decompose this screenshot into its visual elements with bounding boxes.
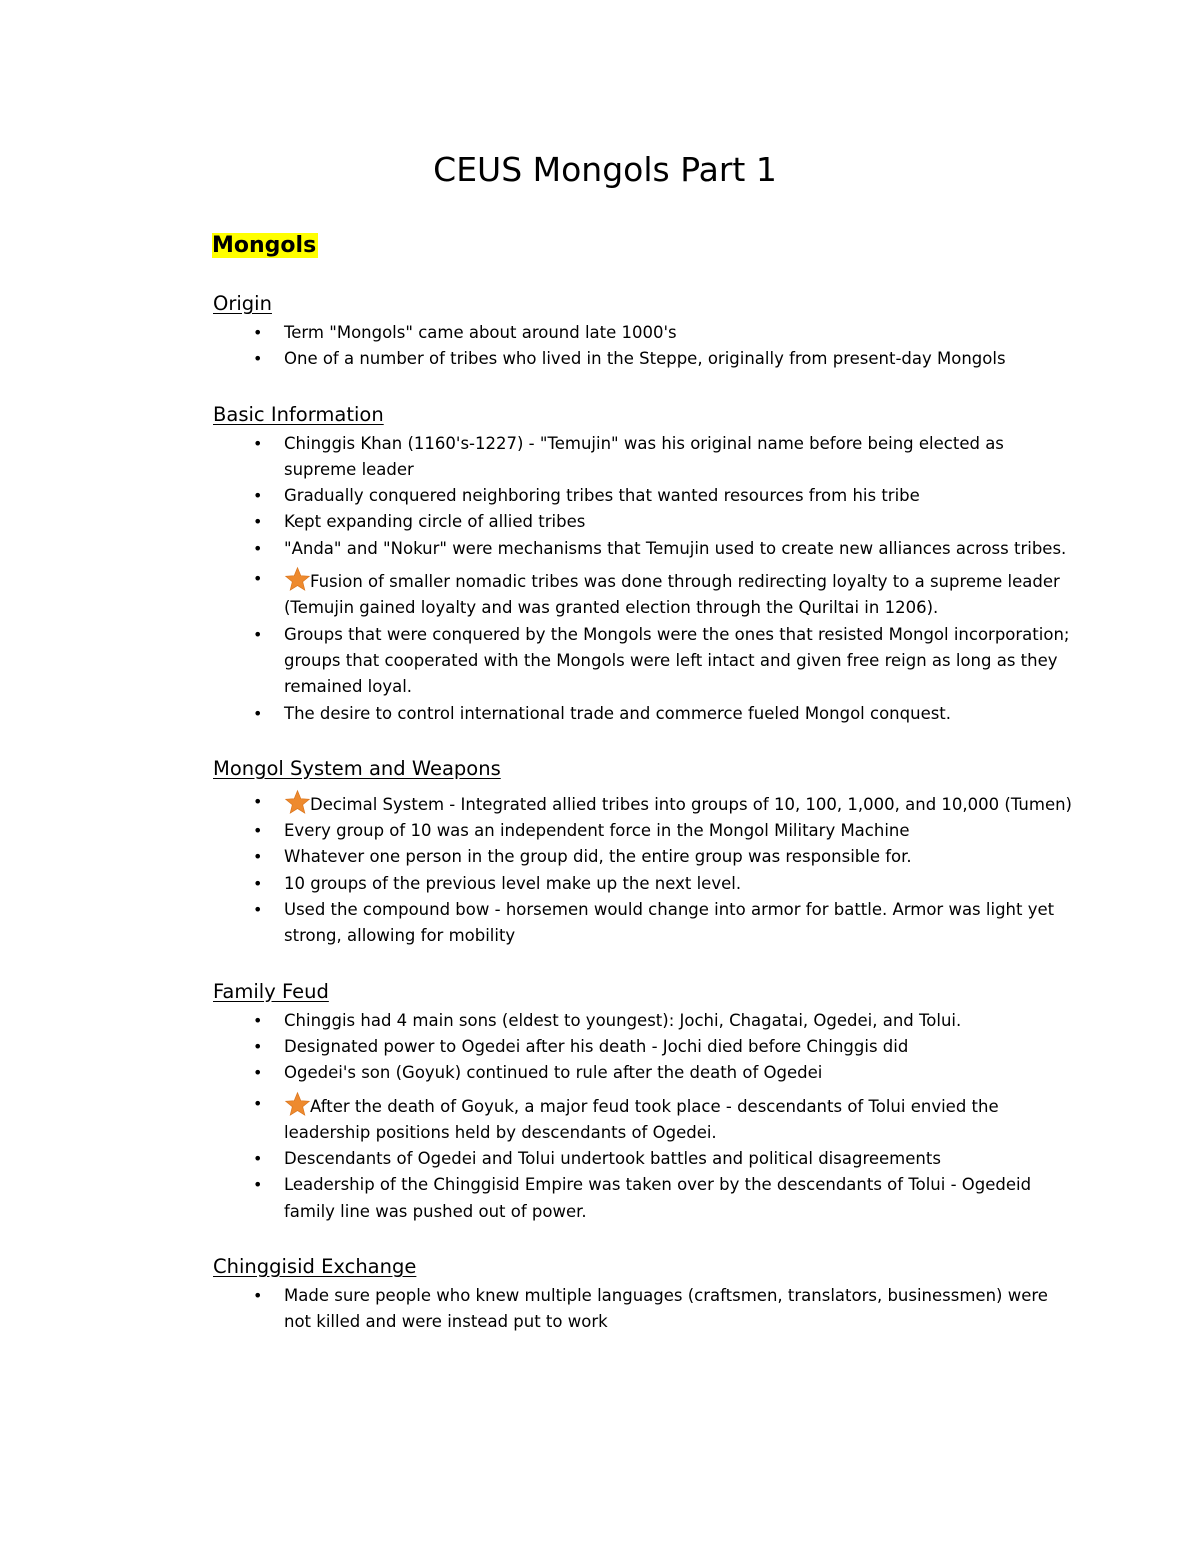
list-item [213,509,1073,535]
bullet-icon: • [253,512,263,532]
section-origin [213,288,1073,373]
list-item [213,844,1073,870]
list-item [213,562,1073,622]
bullet-icon: • [253,569,263,589]
document-body [213,288,1073,1362]
list-item-text: Whatever one person in the group did, the entire group was responsible for. [284,847,912,867]
list-item-text: "Anda" and "Nokur" were mechanisms that Temujin used to create new alliances across tribes. [284,538,1067,558]
list-item-text: The desire to control international trade and commerce fueled Mongol conquest. [284,703,952,723]
bullet-icon: • [253,1149,263,1169]
list-item-text: Every group of 10 was an independent force in the Mongol Military Machine [284,821,910,841]
list-item-text: Chinggis had 4 main sons (eldest to youngest): Jochi, Chagatai, Ogedei, and Tolui. [284,1010,962,1030]
list-item [213,701,1073,727]
list-item-text: After the death of Goyuk, a major feud took place - descendants of Tolui envied the leadership positions held by descendants of Ogedei. [284,1096,999,1142]
bullet-icon: • [253,1286,263,1306]
list-item [213,431,1073,484]
bullet-icon: • [253,821,263,841]
section-basic-information [213,399,1073,727]
main-heading [212,228,318,264]
list-item-text: Fusion of smaller nomadic tribes was done through redirecting loyalty to a supreme leader (Temujin gained loyalty and was granted election through the Quriltai in 1206). [284,572,1060,618]
list-item [213,622,1073,701]
list-item [213,897,1073,950]
section-heading: Family Feud [213,979,329,1003]
section-heading: Chinggisid Exchange [213,1255,417,1279]
bullet-icon: • [253,791,263,811]
section-chinggisid-exchange [213,1251,1073,1336]
list-item-text: Leadership of the Chinggisid Empire was taken over by the descendants of Tolui - Ogedeid family line was pushed out of power. [284,1175,1032,1221]
list-item [213,1283,1073,1336]
list-item [213,1060,1073,1086]
star-icon [284,789,311,816]
section-heading: Basic Information [213,402,384,426]
list-item-text: Ogedei's son (Goyuk) continued to rule after the death of Ogedei [284,1063,823,1083]
bullet-list [213,431,1073,727]
bullet-icon: • [253,486,263,506]
bullet-icon: • [253,1093,263,1113]
list-item [213,536,1073,562]
list-item-text: Descendants of Ogedei and Tolui undertook battles and political disagreements [284,1149,941,1169]
bullet-list [213,1008,1073,1225]
list-item-text: Chinggis Khan (1160's-1227) - "Temujin" was his original name before being elected as supreme leader [284,433,1004,479]
bullet-icon: • [253,323,263,342]
list-item [213,483,1073,509]
list-item-text: Groups that were conquered by the Mongols were the ones that resisted Mongol incorporation; groups that cooperated with the Mongols were left intact and given free reign as long as they remained loyal. [284,624,1070,697]
list-item-text: 10 groups of the previous level make up the next level. [284,873,742,893]
list-item [213,871,1073,897]
list-item [213,1034,1073,1060]
star-icon [284,566,311,593]
bullet-icon: • [253,1010,263,1030]
list-item [213,1172,1073,1225]
list-item-text: One of a number of tribes who lived in the Steppe, originally from present-day Mongols [284,349,1006,369]
bullet-icon: • [253,433,263,453]
bullet-icon: • [253,624,263,644]
bullet-list [213,320,1073,373]
list-item [213,1087,1073,1147]
bullet-list [213,1283,1073,1336]
list-item [213,346,1073,372]
bullet-icon: • [253,703,263,723]
section-heading: Mongol System and Weapons [213,756,501,780]
list-item-text: Kept expanding circle of allied tribes [284,512,586,532]
list-item [213,1008,1073,1034]
list-item-text: Term "Mongols" came about around late 1000's [284,323,677,342]
section-family-feud [213,976,1073,1225]
bullet-icon: • [253,873,263,893]
bullet-icon: • [253,349,263,369]
bullet-list [213,785,1073,950]
list-item-text: Used the compound bow - horsemen would change into armor for battle. Armor was light yet strong, allowing for mobility [284,900,1055,946]
list-item-text: Designated power to Ogedei after his death - Jochi died before Chinggis did [284,1036,909,1056]
section-mongol-system-and-weapons [213,753,1073,950]
list-item-text: Decimal System - Integrated allied tribes into groups of 10, 100, 1,000, and 10,000 (Tumen) [310,794,1072,814]
main-heading-highlight: Mongols [212,233,317,258]
bullet-icon: • [253,1036,263,1056]
list-item [213,1146,1073,1172]
bullet-icon: • [253,847,263,867]
section-heading: Origin [213,292,272,315]
list-item [213,818,1073,844]
bullet-icon: • [253,900,263,920]
bullet-icon: • [253,1063,263,1083]
list-item-text: Made sure people who knew multiple languages (craftsmen, translators, businessmen) were not killed and were instead put to work [284,1286,1048,1332]
bullet-icon: • [253,1175,263,1195]
bullet-icon: • [253,538,263,558]
star-icon [284,1091,311,1118]
list-item-text: Gradually conquered neighboring tribes that wanted resources from his tribe [284,486,920,506]
document-title: CEUS Mongols Part 1 [433,150,777,189]
list-item [213,785,1073,818]
list-item [213,320,1073,346]
